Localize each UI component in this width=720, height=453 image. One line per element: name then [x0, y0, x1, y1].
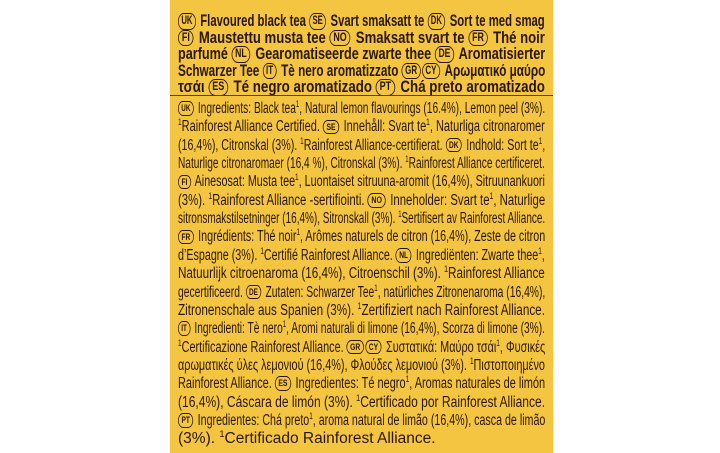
label-text: Aromatisierter	[455, 44, 546, 64]
footnote-marker: 1	[260, 245, 264, 256]
country-code-badge: PT	[376, 79, 395, 96]
ingredient-line	[178, 374, 545, 393]
label-text: Certificado por Rainforest Alliance.	[360, 393, 546, 411]
footnote-marker: 1	[405, 154, 409, 165]
ingredient-label	[170, 0, 553, 453]
label-text: Συστατικά: Μαύρο τσάι	[382, 338, 497, 356]
label-text: , Natural lemon flavourings (16.4%), Lemon peel (3%).	[299, 100, 546, 118]
country-code-badge: DE	[435, 46, 454, 63]
country-code-badge: NO	[329, 30, 350, 47]
country-code-badge: DK	[446, 138, 462, 153]
label-text: Innehåll: Svart te	[340, 118, 427, 136]
ingredient-line	[178, 99, 545, 118]
footnote-marker: 1	[296, 227, 300, 238]
label-text: Ingredientes: Té negro	[292, 375, 406, 393]
label-text: Tè nero aromatizzato	[277, 60, 402, 80]
label-text: Naturlige citronaromaer (16,4 %), Citronskal (3%).	[178, 155, 406, 173]
label-text: d’Espagne (3%).	[178, 246, 261, 264]
ingredient-line	[178, 264, 545, 283]
label-text: , aroma natural de limão (16,4%), casca de limão	[312, 412, 546, 430]
country-code-badge: DE	[246, 285, 262, 300]
footnote-marker: 1	[309, 410, 313, 421]
label-text: Natuurlijk citroenaroma (16,4%), Citroenschil (3%).	[178, 265, 445, 283]
ingredient-line	[178, 283, 545, 302]
footnote-marker: 1	[538, 135, 543, 146]
label-text: Ingrédients: Thé noir	[195, 228, 297, 246]
footnote-marker: 1	[489, 190, 494, 201]
label-text: Sort te med smag	[446, 11, 545, 30]
footnote-marker: 1	[208, 190, 213, 201]
label-text: Té negro aromatizado	[229, 77, 376, 97]
label-text: parfumé	[178, 44, 232, 64]
ingredient-line	[178, 172, 545, 191]
label-text: Ingredients: Black tea	[195, 100, 296, 118]
footnote-marker: 1	[469, 355, 474, 366]
country-code-badge: DK	[427, 13, 445, 30]
country-code-badge: GR	[347, 340, 364, 355]
ingredient-line	[178, 429, 436, 448]
footnote-marker: 1	[538, 245, 542, 256]
label-text: Thé noir	[489, 27, 545, 47]
ingredient-line	[178, 117, 545, 136]
label-text: Chá preto aromatizado	[396, 77, 545, 97]
country-code-badge: FI	[178, 175, 191, 190]
footnote-marker: 1	[444, 264, 449, 275]
label-text: αρωματικές ύλες λεμονιού (16,4%), Φλούδες λεμονιού (3%).	[178, 357, 470, 375]
label-text: Certificazione Rainforest Alliance.	[181, 338, 347, 356]
ingredient-line	[178, 246, 545, 265]
label-text: , Aromas naturales de limón	[409, 375, 546, 393]
ingredient-line	[178, 136, 545, 155]
ingredient-line	[178, 411, 545, 430]
ingredient-line	[178, 209, 545, 228]
footnote-marker: 1	[300, 135, 304, 146]
label-text: Sertifisert av Rainforest Alliance.	[401, 210, 546, 228]
label-text: (3%).	[178, 430, 220, 448]
country-code-badge: UK	[178, 13, 196, 30]
country-code-badge: CY	[422, 63, 440, 80]
country-code-badge: FI	[178, 30, 194, 47]
label-text: Indhold: Sort te	[463, 136, 539, 154]
label-text: Svart smaksatt te	[327, 11, 428, 30]
label-text: Certifié Rainforest Alliance.	[263, 246, 396, 264]
label-text: Schwarzer Tee	[178, 60, 263, 80]
country-code-badge: NL	[231, 46, 250, 63]
label-text: Rainforest Alliance -sertifiointi.	[212, 191, 368, 209]
footnote-marker: 1	[356, 392, 361, 403]
label-text: Gearomatiseerde zwarte thee	[251, 44, 435, 64]
label-text: Ainesosat: Musta tee	[192, 173, 296, 191]
ingredient-line	[178, 301, 545, 320]
label-text: Ingredientes: Chá preto	[194, 412, 310, 430]
label-text: , Naturlige	[493, 191, 546, 209]
label-text: Rainforest Alliance Certified.	[181, 118, 323, 136]
country-code-badge: ES	[208, 79, 228, 96]
footnote-marker: 1	[357, 300, 362, 311]
label-text: τσάι	[178, 77, 209, 97]
footnote-marker: 1	[219, 429, 225, 440]
section-divider	[170, 95, 553, 96]
footnote-marker: 1	[426, 117, 430, 128]
ingredient-line	[178, 227, 545, 246]
label-text: Ingredienti: Tè nero	[191, 320, 283, 338]
label-text: , Arômes naturels de citron (16,4%), Zeste de citron	[299, 228, 546, 246]
label-text: Rainforest Alliance-certifierat.	[303, 136, 446, 154]
footnote-marker: 1	[178, 337, 182, 348]
country-code-badge: UK	[178, 101, 194, 116]
label-text: (16,4%), Cáscara de limón (3%).	[178, 393, 357, 411]
country-code-badge: GR	[402, 63, 421, 80]
label-text: gecertificeerd.	[178, 283, 246, 301]
footnote-marker: 1	[178, 117, 182, 128]
footnote-marker: 1	[398, 209, 402, 220]
ingredient-line	[178, 191, 545, 210]
label-text: Smaksatt svart te	[352, 27, 469, 47]
country-code-badge: PT	[178, 413, 193, 428]
footnote-marker: 1	[405, 374, 410, 385]
label-text: Maustettu musta tee	[195, 27, 330, 47]
label-text: Ingrediënten: Zwarte thee	[412, 246, 539, 264]
footnote-marker: 1	[282, 319, 287, 330]
label-text: , Naturliga citronaromer	[429, 118, 545, 136]
ingredient-line	[178, 338, 545, 357]
label-text: Zutaten: Schwarzer Tee	[262, 283, 375, 301]
country-code-badge: SE	[323, 120, 339, 135]
footnote-marker: 1	[374, 282, 378, 293]
country-code-badge: FR	[178, 230, 194, 245]
country-code-badge: SE	[309, 13, 326, 30]
footnote-marker: 1	[295, 172, 299, 183]
footnote-marker: 1	[496, 337, 500, 348]
country-code-badge: FR	[468, 30, 488, 47]
label-text: Zitronenschale aus Spanien (3%).	[178, 302, 358, 319]
label-text: , Aromi naturali di limone (16,4%), Scorza di limone (3%).	[286, 320, 545, 338]
label-text: Αρωματικό μαύρο	[441, 60, 546, 80]
footnote-marker: 1	[295, 99, 300, 109]
ingredient-line	[178, 356, 545, 375]
ingredient-line	[178, 154, 545, 173]
label-text: Inneholder: Svart te	[387, 191, 490, 209]
country-code-badge: ES	[275, 376, 291, 391]
label-text: , Φυσικές	[499, 338, 546, 356]
label-text: Rainforest Alliance certificeret.	[408, 155, 545, 173]
label-text: (3%).	[178, 191, 209, 209]
ingredient-line	[178, 393, 545, 412]
label-text: Rainforest Alliance	[448, 265, 545, 283]
country-code-badge: IT	[178, 321, 190, 336]
label-text: sitronsmakstilsetninger (16,4%), Sitronskall (3%).	[178, 210, 399, 228]
label-text: , Luontaiset sitruuna-aromit (16,4%), Sitruunankuori	[298, 173, 545, 191]
label-text: Πιστοποιημένο	[473, 357, 545, 375]
label-text: Rainforest Alliance.	[178, 375, 275, 393]
country-code-badge: CY	[365, 340, 381, 355]
label-text: Flavoured black tea	[197, 11, 310, 30]
label-text: ,	[541, 246, 545, 264]
label-text: , natürliches Zitronenaroma (16,4%),	[377, 283, 546, 301]
label-text: Zertifiziert nach Rainforest Alliance.	[361, 302, 545, 319]
ingredient-line	[178, 319, 545, 338]
label-text: ,	[542, 136, 546, 154]
country-code-badge: NO	[368, 193, 386, 208]
label-text: (16,4%), Citronskal (3%).	[178, 136, 301, 154]
label-text: Certificado Rainforest Alliance.	[224, 430, 436, 448]
country-code-badge: NL	[396, 248, 412, 263]
country-code-badge: IT	[263, 63, 277, 80]
